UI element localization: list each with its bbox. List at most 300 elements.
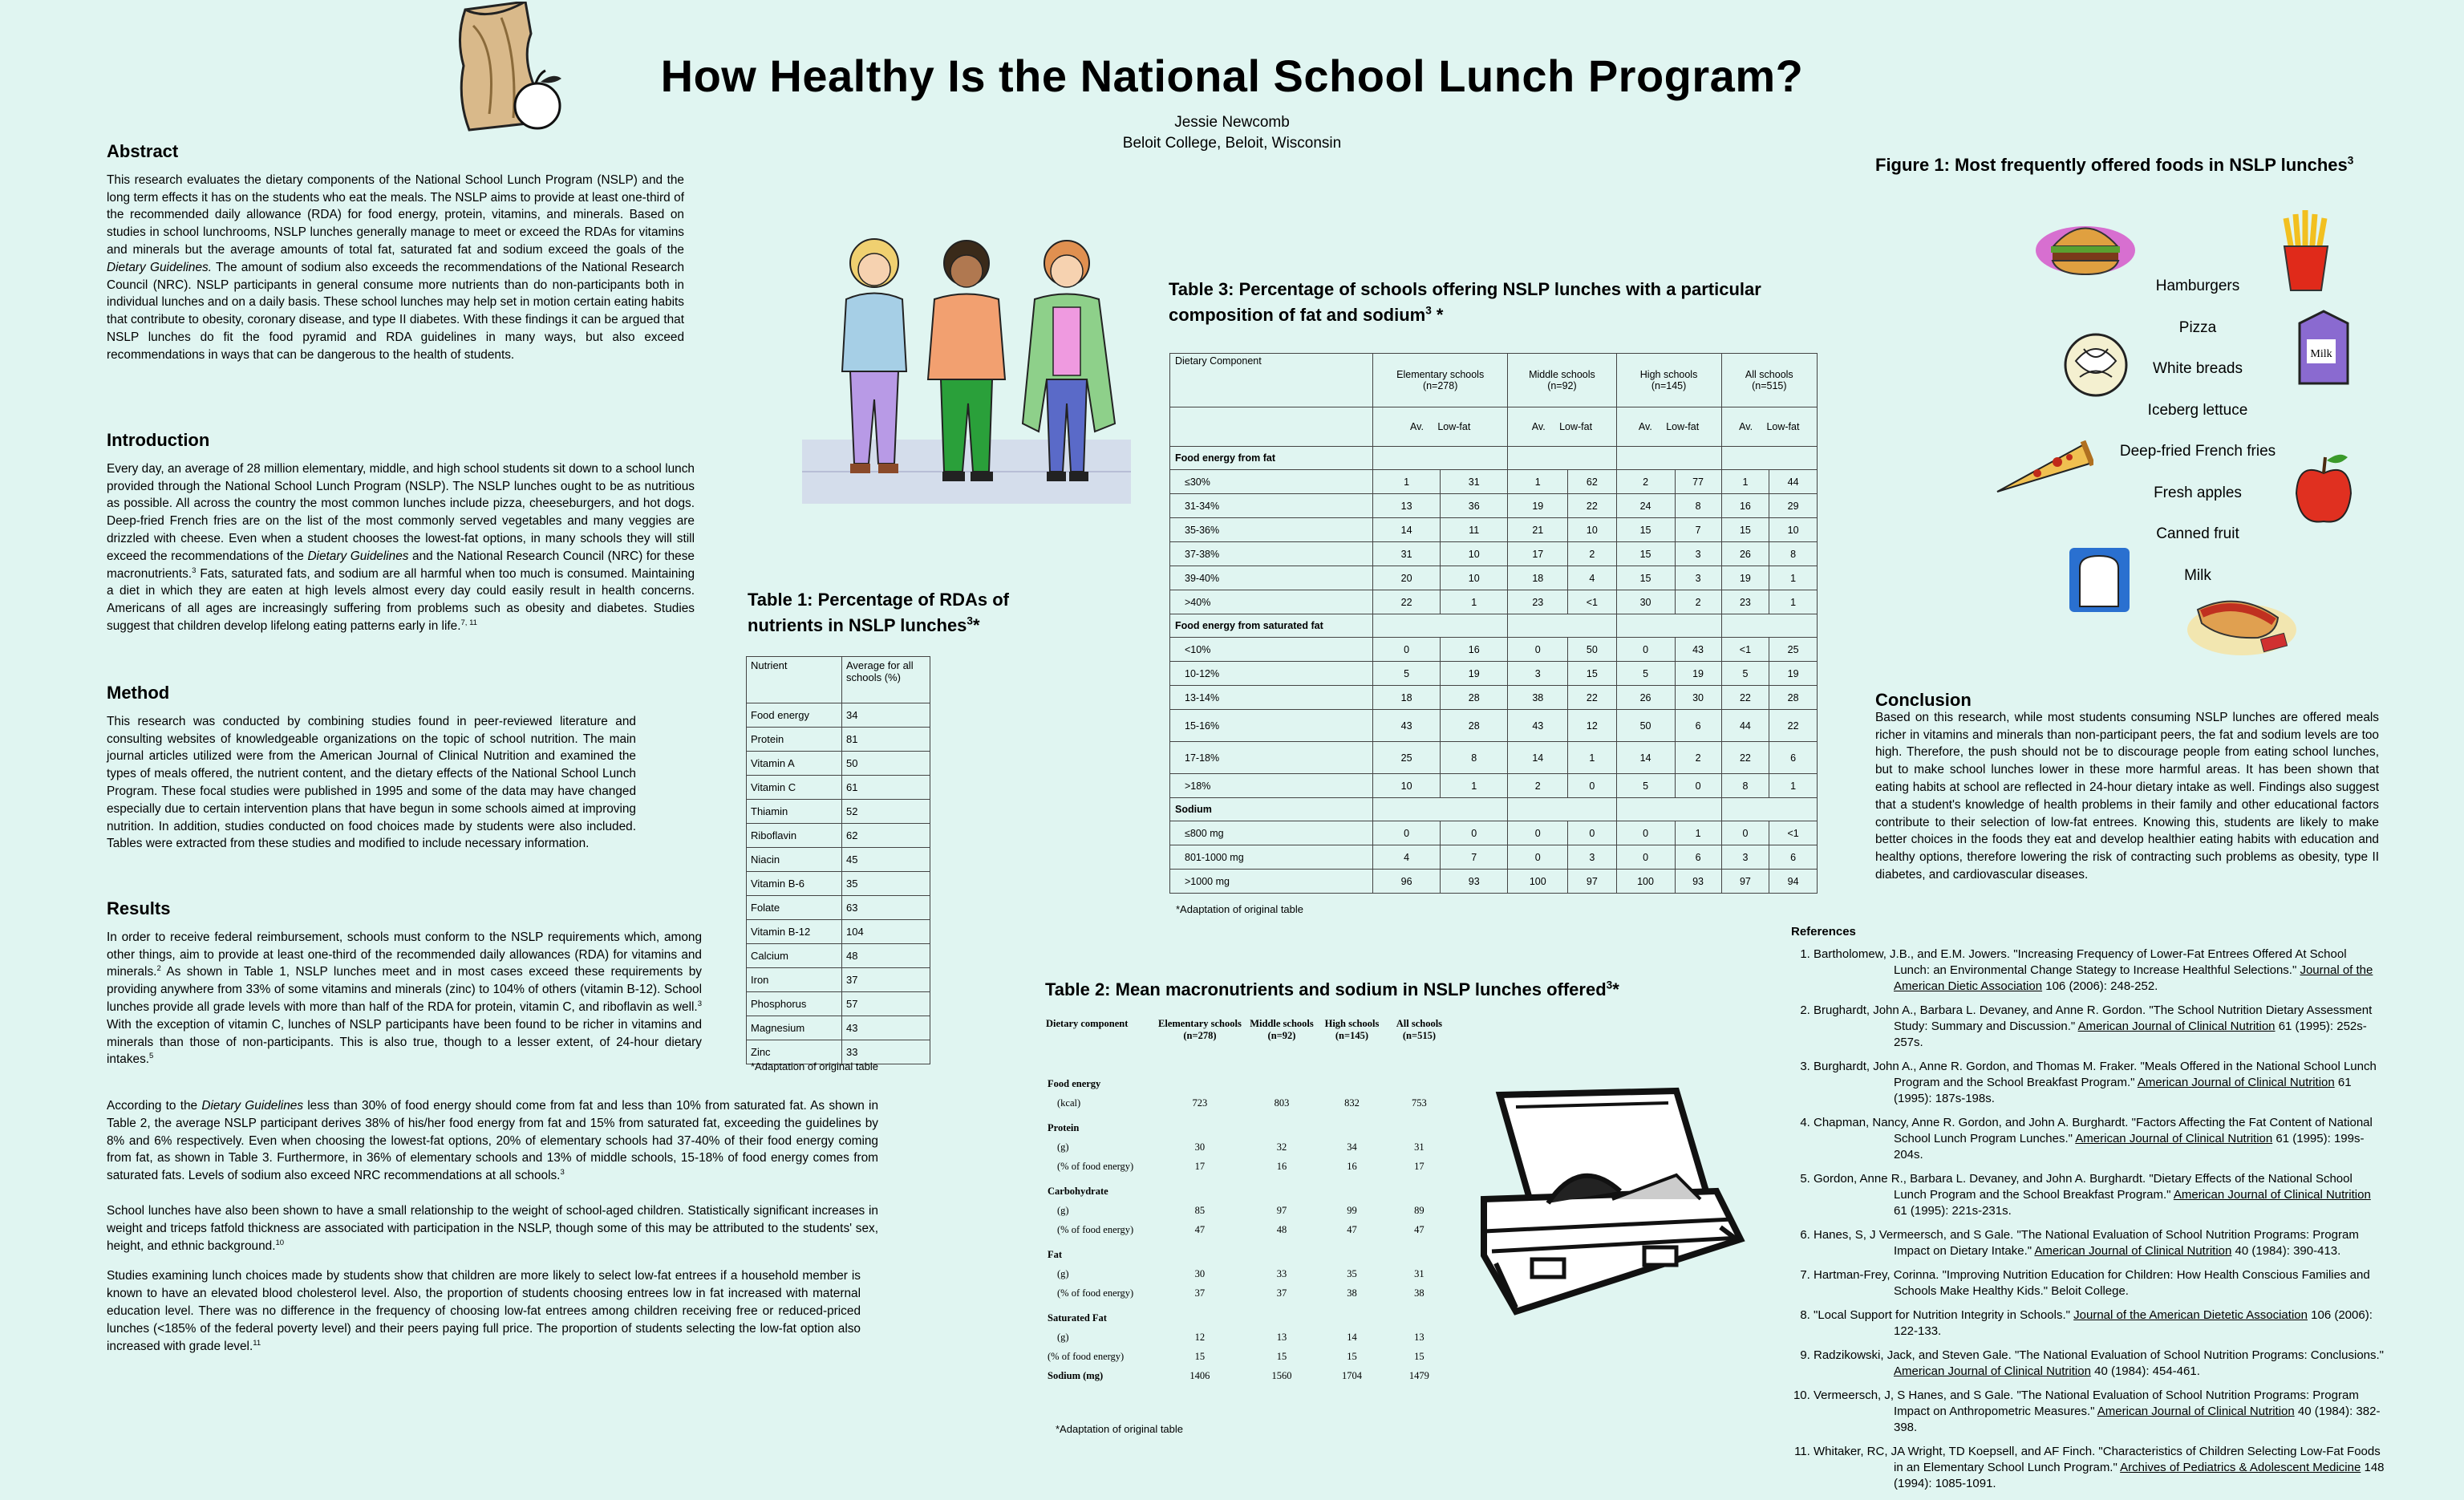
table2-value-cell: 1560 — [1271, 1370, 1292, 1381]
abstract-heading: Abstract — [107, 141, 179, 161]
table1-caption-sup: 3 — [967, 614, 973, 627]
reference-text: Burghardt, John A., Anne R. Gordon, and Thomas M. Fraker. "Meals Offered in the National School Lunch Program and the School Breakfast Program." — [1814, 1060, 2377, 1089]
table3-row — [1170, 566, 1818, 590]
table3-value-cell: 28 — [1441, 710, 1508, 742]
table2-label-cell: (% of food energy) — [1057, 1287, 1134, 1299]
table2-value-cell — [1246, 1116, 1317, 1141]
results-p2 — [107, 1097, 878, 1185]
table1-value-cell: 50 — [842, 752, 930, 776]
reference-item — [1814, 1267, 2385, 1299]
table1-nutrient-cell: Vitamin B-6 — [747, 872, 842, 896]
reference-item — [1814, 1171, 2385, 1219]
reference-citation: 106 (2006): 248-252. — [2042, 979, 2158, 993]
table2-value-cell — [1246, 1306, 1317, 1331]
table3-empty-cell — [1616, 447, 1721, 470]
table1-head-nutrient: Nutrient — [747, 657, 842, 703]
lunchbox-icon — [1468, 1079, 1757, 1320]
table2-value-cell: 1479 — [1408, 1370, 1429, 1381]
table1-value-cell: 45 — [842, 848, 930, 872]
hamburger-icon — [2033, 210, 2138, 290]
french-fries-icon — [2278, 210, 2334, 294]
students-icon — [798, 231, 1135, 520]
table3-value-cell: 6 — [1675, 710, 1721, 742]
table2-label-cell: (g) — [1057, 1268, 1069, 1279]
table1-value-cell: 35 — [842, 872, 930, 896]
table2-label-cell: Protein — [1048, 1122, 1080, 1133]
table2-value-cell: 15 — [1194, 1351, 1206, 1362]
table3-value-cell: 26 — [1616, 686, 1675, 710]
table3-label-cell: >40% — [1170, 590, 1373, 614]
table3-label-cell: 31-34% — [1170, 494, 1373, 518]
introduction-text — [107, 460, 695, 635]
results-p4 — [107, 1267, 861, 1355]
abstract-text-italic: Dietary Guidelines. — [107, 260, 213, 274]
reference-journal: Archives of Pediatrics & Adolescent Medicine — [2120, 1461, 2361, 1474]
table1-row — [747, 944, 930, 968]
table3-empty-cell — [1616, 798, 1721, 821]
table2-value-cell: 13 — [1276, 1332, 1287, 1343]
reference-item — [1814, 1059, 2385, 1107]
table3-value-cell: 1 — [1769, 590, 1818, 614]
table1-row — [747, 824, 930, 848]
results-p1-text-2: As shown in Table 1, NSLP lunches meet and in most cases exceed these requirements by providing anywhere from 33% of some vitamins and minerals (zinc) to 104% of others (vitamin B-12). School lunches provide all grade levels with more than half of the RDA for protein, vitamin C, and riboflavin as well. — [107, 965, 702, 1014]
table3-header-cell: Middle schools (n=92) — [1508, 354, 1616, 407]
table3-value-cell: 8 — [1675, 494, 1721, 518]
table2-value-cell: 34 — [1347, 1141, 1357, 1153]
table3-row — [1170, 518, 1818, 542]
table1-head-average: Average for all schools (%) — [842, 657, 930, 703]
abstract-text-2: The amount of sodium also exceeds the recommendations of the National Research Council (NRC). NSLP participants in general consume more nutrients than do non-participants both in individual lunches and on a daily basis. These school lunches may help set in motion certain eating habits that contribute to obesity, coronary disease, and type II diabetes. With these findings it can be argued that NSLP lunches do fit the food pyramid and RDA guidelines in many ways, but also exceed recommendations in ways that can be dangerous to the health of students. — [107, 260, 684, 362]
table1-value-cell: 57 — [842, 992, 930, 1016]
table3-value-cell: 1 — [1769, 774, 1818, 798]
table2-label-cell: Fat — [1048, 1249, 1063, 1260]
table2-value-cell: 803 — [1274, 1097, 1290, 1109]
table2-caption-sup: 3 — [1606, 979, 1613, 991]
table3-value-cell: 23 — [1508, 590, 1568, 614]
table2-value-cell — [1153, 1116, 1246, 1141]
results-p1-sup-1: 2 — [156, 964, 161, 974]
apple-icon — [2290, 449, 2358, 529]
method-text: This research was conducted by combining studies found in peer-reviewed literature and consulting websites of knowledgeable organizations on the topic of school nutrition. The main journal articles utilized were from the American Journal of Clinical Nutrition and examined the types of meals offered, the nutrient content, and the dietary effects of the National School Lunch Program. These focal studies were published in 1995 and some of the data may have changed especially due to certain intervention plans that have begun in some schools aimed at improving nutrition. In addition, studies conducted on food choices made by students were also included. Tables were extracted from these studies and modified to include necessary information. — [107, 714, 636, 851]
table2-row — [1043, 1350, 1452, 1369]
food-item: Iceberg lettuce — [2147, 401, 2248, 419]
food-item: Deep-fried French fries — [2119, 443, 2276, 460]
table3-value-cell: 10 — [1769, 518, 1818, 542]
table2-label-cell: Carbohydrate — [1048, 1186, 1108, 1197]
table3-empty-cell — [1721, 798, 1817, 821]
table2-value-cell: 33 — [1276, 1268, 1287, 1279]
table3-label-cell: 10-12% — [1170, 662, 1373, 686]
table3-value-cell: 3 — [1508, 662, 1568, 686]
reference-citation: 61 (1995): 221s-231s. — [1894, 1204, 2012, 1218]
table3-value-cell: 2 — [1508, 774, 1568, 798]
table3-empty-cell — [1373, 447, 1508, 470]
table2-row — [1043, 1072, 1452, 1097]
table2 — [1043, 1017, 1452, 1389]
affiliation: Beloit College, Beloit, Wisconsin — [1122, 135, 1342, 152]
table1-row — [747, 703, 930, 728]
reference-item — [1814, 1444, 2385, 1492]
table3-label-cell: 15-16% — [1170, 710, 1373, 742]
table3-value-cell: <1 — [1721, 638, 1769, 662]
table3-value-cell: 62 — [1568, 470, 1616, 494]
table2-row — [1043, 1287, 1452, 1306]
table3-av-label: Av. — [1410, 421, 1424, 432]
table1-nutrient-cell: Vitamin A — [747, 752, 842, 776]
table2-value-cell: 37 — [1194, 1287, 1206, 1299]
table3-value-cell: 15 — [1616, 518, 1675, 542]
table1-caption-star: * — [973, 615, 980, 635]
reference-item — [1814, 1348, 2385, 1380]
table2-value-cell: 47 — [1347, 1224, 1357, 1235]
table3-value-cell: 5 — [1616, 662, 1675, 686]
results-p1-sup-2: 3 — [697, 999, 702, 1008]
table3-value-cell: 97 — [1568, 870, 1616, 894]
table3-section-row — [1170, 614, 1818, 638]
reference-journal: American Journal of Clinical Nutrition — [2075, 1132, 2273, 1145]
table2-value-cell: 31 — [1414, 1268, 1424, 1279]
table1-row — [747, 752, 930, 776]
table3-row — [1170, 845, 1818, 870]
table3-av-lowfat-cell — [1616, 407, 1721, 447]
table3-row — [1170, 870, 1818, 894]
table3-value-cell: 18 — [1508, 566, 1568, 590]
table2-value-cell — [1153, 1179, 1246, 1204]
table3-label-cell: 35-36% — [1170, 518, 1373, 542]
table2-value-cell: 16 — [1347, 1161, 1357, 1172]
table3-value-cell: 11 — [1441, 518, 1508, 542]
table1-value-cell: 63 — [842, 896, 930, 920]
results-p1-text-3: With the exception of vitamin C, lunches of NSLP participants have been found to be richer in vitamins and minerals than those of non-participants. This is also true, though to a lesser extent, of 24-hour dietary intakes. — [107, 1017, 702, 1067]
table2-value-cell — [1317, 1116, 1387, 1141]
table1-value-cell: 34 — [842, 703, 930, 728]
table3-value-cell: 7 — [1441, 845, 1508, 870]
table1-value-cell: 43 — [842, 1016, 930, 1040]
food-item: Fresh apples — [2154, 484, 2242, 501]
introduction-heading: Introduction — [107, 430, 210, 450]
food-item: Milk — [2184, 566, 2211, 584]
table1-nutrient-cell: Magnesium — [747, 1016, 842, 1040]
results-p1-sup-3: 5 — [149, 1052, 154, 1061]
table3-value-cell: 12 — [1568, 710, 1616, 742]
table2-row — [1043, 1097, 1452, 1116]
table3-empty-cell — [1373, 614, 1508, 638]
results-p4-text: Studies examining lunch choices made by students show that children are more likely to select low-fat entrees if a household member is known to have an elevated blood cholesterol level. Also, the proportion of students choosing entrees low in fat increased with maternal education level. There was no difference in the frequency of choosing low-fat entrees among children receiving free or reduced-priced lunches (<185% of the federal poverty level) and their peers paying full price. The proportion of students selecting the low-fat option also increased with grade level. — [107, 1269, 861, 1353]
reference-item — [1814, 947, 2385, 995]
table2-value-cell: 30 — [1194, 1141, 1206, 1153]
table3-empty-cell — [1721, 614, 1817, 638]
table3-value-cell: 19 — [1508, 494, 1568, 518]
table3-value-cell: 31 — [1373, 542, 1441, 566]
results-p4-sup: 11 — [253, 1338, 261, 1348]
table3-value-cell: 0 — [1508, 638, 1568, 662]
table3-empty-cell — [1616, 614, 1721, 638]
table3-value-cell: 100 — [1508, 870, 1568, 894]
results-p1-text-1: In order to receive federal reimbursement, schools must conform to the NSLP requirements which, among other things, aim to provide at least one-third of the recommended daily allowances (RDA) for vitamins and minerals. — [107, 930, 702, 979]
table3-value-cell: 93 — [1675, 870, 1721, 894]
table2-value-cell: 17 — [1194, 1161, 1206, 1172]
table3-label-cell: <10% — [1170, 638, 1373, 662]
table3-row — [1170, 710, 1818, 742]
lettuce-icon — [2060, 329, 2132, 401]
table2-row — [1043, 1223, 1452, 1243]
table3-value-cell: 50 — [1616, 710, 1675, 742]
table3-value-cell: 14 — [1508, 742, 1568, 774]
table3-value-cell: 5 — [1373, 662, 1441, 686]
reference-journal: American Journal of Clinical Nutrition — [1894, 1364, 2091, 1378]
table2-value-cell: 832 — [1344, 1097, 1360, 1109]
table2-label-cell: (g) — [1057, 1332, 1069, 1343]
table1-nutrient-cell: Vitamin C — [747, 776, 842, 800]
table3-av-label: Av. — [1739, 421, 1753, 432]
table3-row — [1170, 662, 1818, 686]
reference-citation: 61 (1995): 252s-257s. — [1894, 1020, 2367, 1049]
table3-value-cell: 26 — [1721, 542, 1769, 566]
results-p2-text-2: less than 30% of food energy should come from fat and less than 10% from saturated fat. As shown in Table 2, the average NSLP participant derives 38% of his/her food energy from fat and 15% from saturated fat, exceeding the guidelines by 8% and 6% respectively. Even when choosing the lowest-fat options, 20% of elementary schools had 37-40% of their food energy coming from fat, as shown in Table 3. Furthermore, in 36% of elementary schools and 13% of middle schools, 15-18% of food energy comes from saturated fats. Levels of sodium also exceed NRC recommendations at all schools. — [107, 1099, 879, 1183]
table3-label-cell: >1000 mg — [1170, 870, 1373, 894]
table1-value-cell: 61 — [842, 776, 930, 800]
intro-text-2: and the National Research Council (NRC) for these macronutrients. — [107, 549, 695, 581]
table3-section-row — [1170, 798, 1818, 821]
table3-value-cell: 1 — [1769, 566, 1818, 590]
table3-value-cell: 0 — [1568, 774, 1616, 798]
table3-value-cell: 2 — [1568, 542, 1616, 566]
table1-nutrient-cell: Niacin — [747, 848, 842, 872]
table3-label-cell: 37-38% — [1170, 542, 1373, 566]
intro-text-1: Every day, an average of 28 million elementary, middle, and high school students sit down to a school lunch provided through the National School Lunch Program (NSLP). The NSLP lunches ought to be as nutritious as possible. All across the country the most common lunches include pizza, cheeseburgers, and hot dogs. Deep-fried French fries are on the list of the most commonly served vegetables and many veggies are drizzled with cheese. Even when a student chooses the lowest-fat options, in many schools they will still exceed the recommendations of the — [107, 461, 695, 563]
abstract-text-1: This research evaluates the dietary components of the National School Lunch Program (NSLP) and the long term effects it has on the students who eat the meals. The NSLP aims to provide at least one-third of the recommended daily allowance (RDA) for food energy, protein, vitamins, and minerals. Based on studies in school lunchrooms, NSLP lunches generally manage to meet or exceed the RDAs for vitamins and minerals but the average amounts of total fat, saturated fat and sodium exceed the goals of the — [107, 172, 684, 257]
table1-nutrient-cell: Food energy — [747, 703, 842, 728]
table3-value-cell: 23 — [1721, 590, 1769, 614]
table3 — [1169, 353, 1818, 894]
reference-citation: 106 (2006): 122-133. — [1894, 1308, 2373, 1338]
table2-value-cell — [1387, 1072, 1452, 1097]
table2-row — [1043, 1160, 1452, 1179]
hotdog-icon — [2182, 574, 2302, 662]
table2-value-cell — [1153, 1072, 1246, 1097]
table2-label-cell: (g) — [1057, 1205, 1069, 1216]
table2-value-cell: 16 — [1276, 1161, 1287, 1172]
table3-value-cell: 43 — [1373, 710, 1441, 742]
table2-label-cell: (g) — [1057, 1141, 1069, 1153]
table3-label-cell: 801-1000 mg — [1170, 845, 1373, 870]
table3-value-cell: 25 — [1373, 742, 1441, 774]
food-item: Canned fruit — [2156, 525, 2239, 542]
table3-value-cell: 43 — [1508, 710, 1568, 742]
table2-header-cell: Dietary component — [1046, 1018, 1129, 1029]
references-section — [1791, 924, 2385, 1500]
table3-value-cell: 36 — [1441, 494, 1508, 518]
table3-label-cell: >18% — [1170, 774, 1373, 798]
table3-value-cell: 15 — [1616, 542, 1675, 566]
table3-lowfat-label: Low-fat — [1437, 421, 1471, 432]
table2-value-cell: 38 — [1414, 1287, 1424, 1299]
reference-citation: 40 (1984): 454-461. — [2090, 1364, 2200, 1378]
table3-header-row — [1170, 354, 1818, 407]
table3-value-cell: 21 — [1508, 518, 1568, 542]
intro-text-3: Fats, saturated fats, and sodium are all harmful when too much is consumed. Maintaining a diet in which they are eaten at high levels almost every day could easily result in health concerns. Americans of all ages are increasingly suffering from problems such as obesity and diabetes. Studies suggest that children develop lifelong eating patterns early in life. — [107, 566, 695, 633]
method-section — [107, 684, 636, 866]
references-list — [1791, 947, 2385, 1492]
table1-value-cell: 33 — [842, 1040, 930, 1064]
table3-value-cell: 0 — [1616, 821, 1675, 845]
table3-value-cell: 25 — [1769, 638, 1818, 662]
table3-row — [1170, 494, 1818, 518]
table3-value-cell: <1 — [1568, 590, 1616, 614]
table3-value-cell: 22 — [1721, 686, 1769, 710]
table3-value-cell: 0 — [1675, 774, 1721, 798]
table1-row — [747, 800, 930, 824]
results-p1 — [107, 929, 702, 1068]
reference-item — [1814, 1388, 2385, 1436]
table3-av-label: Av. — [1531, 421, 1546, 432]
table3-value-cell: 15 — [1721, 518, 1769, 542]
table3-value-cell: 19 — [1675, 662, 1721, 686]
milk-carton-label: Milk — [2310, 348, 2332, 360]
table1-row — [747, 920, 930, 944]
table3-value-cell: 14 — [1373, 518, 1441, 542]
abstract-section — [107, 143, 684, 377]
table3-row — [1170, 774, 1818, 798]
method-heading: Method — [107, 683, 170, 703]
table3-value-cell: 0 — [1373, 638, 1441, 662]
table2-value-cell: 47 — [1414, 1224, 1424, 1235]
table2-value-cell — [1387, 1116, 1452, 1141]
table3-value-cell: 0 — [1373, 821, 1441, 845]
reference-citation: 61 (1995): 187s-198s. — [1894, 1076, 2352, 1105]
table3-av-lowfat-cell — [1508, 407, 1616, 447]
table3-section-row — [1170, 447, 1818, 470]
table3-value-cell: 100 — [1616, 870, 1675, 894]
table3-value-cell: 0 — [1568, 821, 1616, 845]
table2-value-cell — [1317, 1306, 1387, 1331]
table2-value-cell: 31 — [1414, 1141, 1424, 1153]
table1-caption-text: Table 1: Percentage of RDAs of nutrients in NSLP lunches — [748, 590, 1009, 635]
intro-sup-1: 3 — [192, 566, 197, 575]
table3-value-cell: 2 — [1616, 470, 1675, 494]
table1-row — [747, 848, 930, 872]
table3-value-cell: 30 — [1675, 686, 1721, 710]
table2-label-cell: (% of food energy) — [1048, 1351, 1125, 1362]
table3-value-cell: 18 — [1373, 686, 1441, 710]
table3-value-cell: 4 — [1373, 845, 1441, 870]
reference-citation: 148 (1994): 1085-1091. — [1894, 1461, 2385, 1490]
table3-value-cell: 3 — [1721, 845, 1769, 870]
table2-value-cell — [1153, 1243, 1246, 1267]
poster-title: How Healthy Is the National School Lunch Program? — [660, 51, 1804, 101]
table2-label-cell: (% of food energy) — [1057, 1161, 1134, 1172]
milk-carton-icon — [2288, 307, 2360, 387]
table2-value-cell: 15 — [1276, 1351, 1287, 1362]
table3-empty-cell — [1508, 447, 1616, 470]
reference-item — [1814, 1115, 2385, 1163]
table2-value-cell — [1153, 1306, 1246, 1331]
figure1-caption — [1875, 152, 2437, 178]
table1-value-cell: 81 — [842, 728, 930, 752]
table3-header-cell: All schools (n=515) — [1721, 354, 1817, 407]
table2-value-cell: 17 — [1414, 1161, 1424, 1172]
table3-caption-sup: 3 — [1425, 304, 1432, 317]
table3-section-title: Sodium — [1170, 798, 1373, 821]
table2-row — [1043, 1267, 1452, 1287]
table2-row — [1043, 1141, 1452, 1160]
table3-label-cell: ≤800 mg — [1170, 821, 1373, 845]
table3-value-cell: 96 — [1373, 870, 1441, 894]
table3-value-cell: 22 — [1373, 590, 1441, 614]
table3-value-cell: 16 — [1721, 494, 1769, 518]
table1-row — [747, 728, 930, 752]
table2-value-cell: 14 — [1347, 1332, 1357, 1343]
table2-value-cell: 85 — [1194, 1205, 1206, 1216]
table2-value-cell: 48 — [1276, 1224, 1287, 1235]
bread-icon — [2065, 544, 2134, 616]
table3-value-cell: 0 — [1508, 845, 1568, 870]
table3-label-cell: 13-14% — [1170, 686, 1373, 710]
table1-nutrient-cell: Calcium — [747, 944, 842, 968]
references-heading: References — [1791, 925, 1856, 939]
author-name: Jessie Newcomb — [1174, 114, 1290, 131]
table3-blank-cell — [1170, 407, 1373, 447]
table1-row — [747, 776, 930, 800]
table3-value-cell: 16 — [1441, 638, 1508, 662]
table3-value-cell: 10 — [1441, 566, 1508, 590]
results-heading: Results — [107, 898, 171, 918]
table1-row — [747, 1016, 930, 1040]
reference-text: Gordon, Anne R., Barbara L. Devaney, and John A. Burghardt. "Dietary Effects of the National School Lunch Program and the School Breakfast Program." — [1814, 1172, 2353, 1202]
intro-text-italic: Dietary Guidelines — [307, 549, 409, 563]
results-p2-sup: 3 — [560, 1168, 565, 1178]
figure1-caption-sup: 3 — [2347, 154, 2354, 167]
table3-value-cell: 94 — [1769, 870, 1818, 894]
food-item: Pizza — [2178, 318, 2217, 336]
table1-nutrient-cell: Zinc — [747, 1040, 842, 1064]
table3-label-cell: ≤30% — [1170, 470, 1373, 494]
table2-value-cell: 30 — [1194, 1268, 1206, 1279]
conclusion-text: Based on this research, while most students consuming NSLP lunches are offered meals richer in vitamins and minerals than non-participant peers, the fat and sodium levels are too high. Therefore, the push should not be to discourage people from eating school lunches, but to make school lunches lower in these more harmful areas. It has been shown that eating habits at school are reflected in 24-hour dietary intake as well. Findings also suggest that a student's knowledge of health problems in their family and other educational factors contribute to their selection of low-fat entrees. Knowing this, students are likely to make better choices in the foods they eat and develop healthier eating habits with education and healthy options, therefore lowering the risk of contracting such problems as obesity, type II diabetes, and cardiovascular diseases. — [1875, 710, 2379, 882]
reference-text: Bartholomew, J.B., and E.M. Jowers. "Increasing Frequency of Lower-Fat Entrees Offered At School Lunch: an Environmental Change Stategy to Increase Healthful Selections." — [1814, 947, 2347, 977]
reference-text: Whitaker, RC, JA Wright, TD Koepsell, and AF Finch. "Characteristics of Children Selecting Low-Fat Foods in an Elementary School Lunch Program." — [1814, 1445, 2381, 1474]
table3-value-cell: 44 — [1721, 710, 1769, 742]
table2-note: *Adaptation of original table — [1056, 1423, 1184, 1435]
reference-journal: American Journal of Clinical Nutrition — [2137, 1076, 2335, 1089]
table3-empty-cell — [1373, 798, 1508, 821]
table3-value-cell: 3 — [1675, 542, 1721, 566]
reference-text: Brughardt, John A., Barbara L. Devaney, and Anne R. Gordon. "The School Nutrition Dietary Assessment Study: Summary and Discussion." — [1814, 1003, 2373, 1033]
table3-value-cell: 50 — [1568, 638, 1616, 662]
table2-value-cell: 723 — [1192, 1097, 1208, 1109]
table3-value-cell: 38 — [1508, 686, 1568, 710]
table3-value-cell: <1 — [1769, 821, 1818, 845]
table2-row — [1043, 1331, 1452, 1350]
table3-value-cell: 13 — [1373, 494, 1441, 518]
table1-row — [747, 872, 930, 896]
table3-value-cell: 29 — [1769, 494, 1818, 518]
table3-av-lowfat-cell — [1721, 407, 1817, 447]
reference-item — [1814, 1003, 2385, 1051]
table2-value-cell: 32 — [1276, 1141, 1287, 1153]
table3-empty-cell — [1508, 614, 1616, 638]
table3-value-cell: 24 — [1616, 494, 1675, 518]
table3-value-cell: 15 — [1568, 662, 1616, 686]
reference-text: Hartman-Frey, Corinna. "Improving Nutrition Education for Children: How Health Conscious Families and Schools Make Healthy Kids." Beloit College. — [1814, 1268, 2370, 1298]
results-p2-text-1: According to the — [107, 1099, 202, 1113]
table3-value-cell: 10 — [1441, 542, 1508, 566]
table2-value-cell — [1317, 1243, 1387, 1267]
table2-value-cell: 97 — [1276, 1205, 1287, 1216]
table2-value-cell: 753 — [1412, 1097, 1427, 1109]
table2-value-cell — [1246, 1072, 1317, 1097]
table3-av-label: Av. — [1638, 421, 1652, 432]
